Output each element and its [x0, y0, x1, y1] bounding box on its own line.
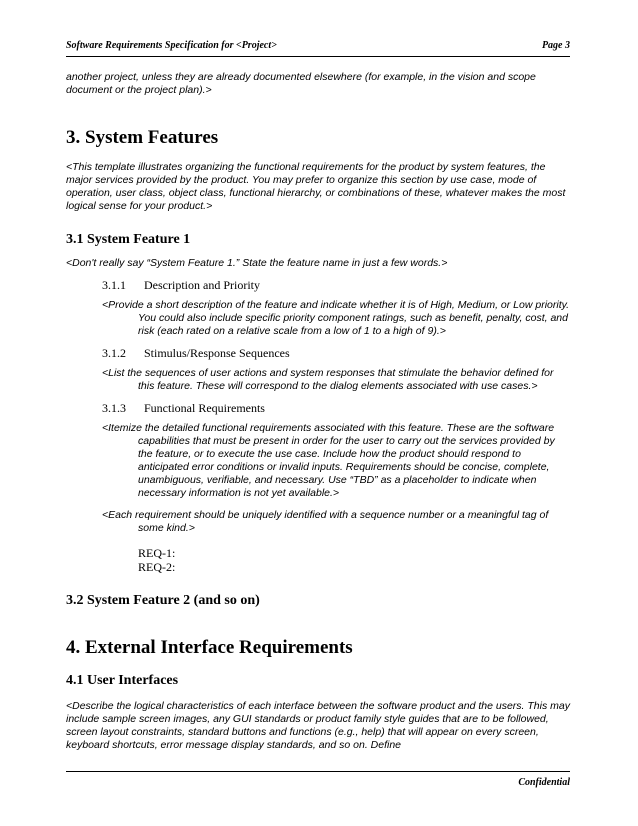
page-header: [66, 40, 570, 54]
subsection-3-1-1-heading: [102, 278, 572, 292]
section-3-heading: 3. System Features: [66, 127, 219, 148]
subsection-title: Stimulus/Response Sequences: [144, 346, 290, 360]
intro-continuation: another project, unless they are already documented elsewhere (for example, in the vision and scope document or the project plan).>: [66, 71, 536, 96]
subsection-number: 3.1.2: [102, 346, 126, 360]
subsection-3-1-3-body-2: <Each requirement should be uniquely identified with a sequence number or a meaningful tag of some kind.>: [102, 509, 549, 534]
page-content: [66, 71, 572, 752]
user-interfaces-heading: 4.1 User Interfaces: [66, 673, 179, 688]
subsection-number: 3.1.3: [102, 401, 126, 415]
section-3-body: <This template illustrates organizing the functional requirements for the product by system features, the major services provided by the product. You may prefer to organize this section by use case, mode of operation, user class, object class, functional hierarchy, or combinations of these, whatever makes the most logical sense for your product.>: [66, 161, 566, 212]
footer-confidential: Confidential: [518, 777, 570, 788]
subsection-3-1-2-heading: [102, 346, 572, 360]
subsection-number: 3.1.1: [102, 278, 126, 292]
subsection-title: Description and Priority: [144, 278, 260, 292]
subsection-3-1-2-body: <List the sequences of user actions and system responses that stimulate the behavior defined for this feature. These will correspond to the dialog elements associated with use cases.>: [102, 367, 554, 392]
requirement-id: REQ-2:: [138, 560, 176, 574]
feature-2-heading: 3.2 System Feature 2 (and so on): [66, 593, 260, 608]
subsection-3-1-1-body: <Provide a short description of the feature and indicate whether it is of High, Medium, or Low priority. You could also include specific priority component ratings, such as benefit, penalty, cost, and risk (each rated on a relative scale from a low of 1 to a high of 9).>: [102, 299, 569, 337]
feature-1-body: <Don't really say “System Feature 1.” State the feature name in just a few words.>: [66, 257, 448, 269]
subsection-3-1-3-heading: [102, 401, 572, 415]
requirement-id: REQ-1:: [138, 546, 176, 560]
footer-rule: [66, 771, 570, 772]
section-4-heading: 4. External Interface Requirements: [66, 637, 353, 658]
feature-1-heading: 3.1 System Feature 1: [66, 232, 191, 247]
header-doc-title: Software Requirements Specification for <Project>: [66, 40, 277, 51]
header-rule: [66, 56, 570, 57]
subsection-3-1-3-body-1: <Itemize the detailed functional requirements associated with this feature. These are the software capabilities that must be present in order for the user to carry out the services provided by the feature, or to execute the use case. Include how the product should respond to anticipated error conditions or invalid inputs. Requirements should be concise, complete, unambiguous, verifiable, and necessary. Use “TBD” as a placeholder to indicate when necessary information is not yet available.>: [102, 422, 555, 499]
user-interfaces-body: <Describe the logical characteristics of each interface between the software product and the users. This may include sample screen images, any GUI standards or product family style guides that are to be followed, screen layout constraints, standard buttons and functions (e.g., help) that will appear on every screen, keyboard shortcuts, error message display standards, and so on. Define: [66, 700, 570, 751]
header-page-number: Page 3: [541, 40, 570, 51]
subsection-title: Functional Requirements: [144, 401, 265, 415]
